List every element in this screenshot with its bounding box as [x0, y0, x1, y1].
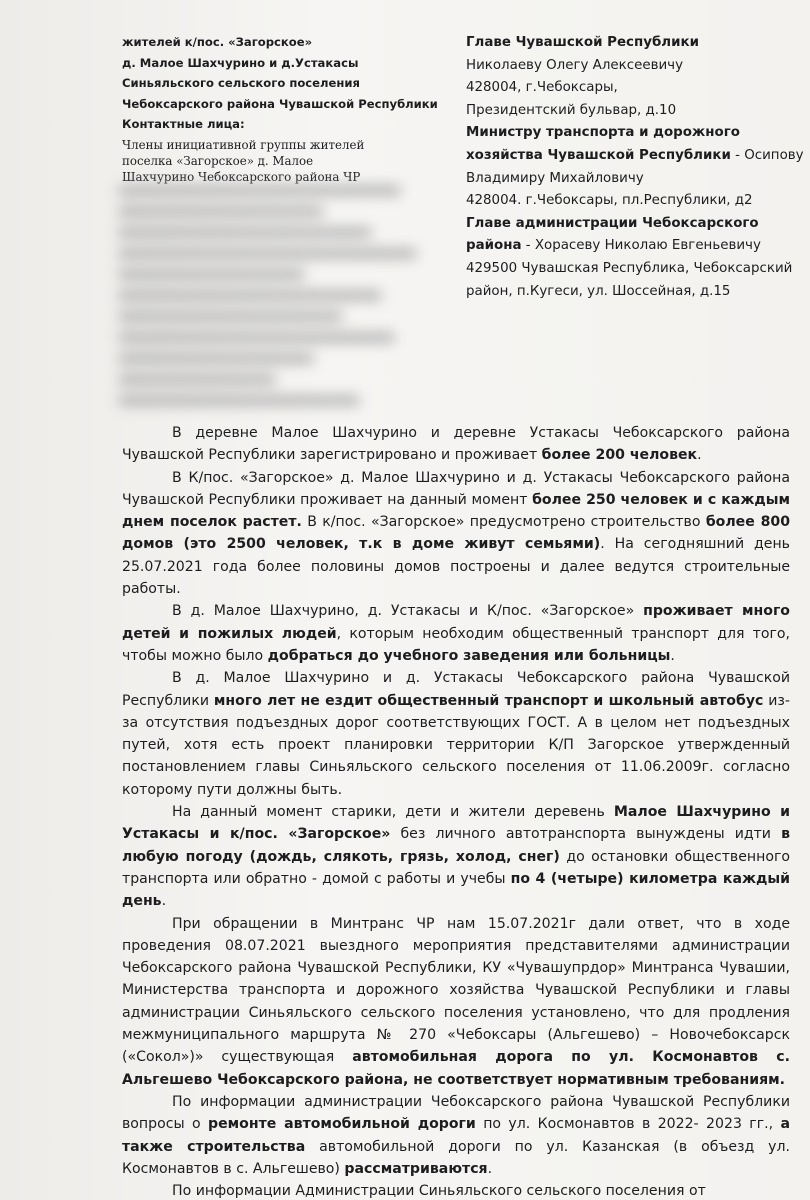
p2-text-a: В К/пос. «Загорское» д. Малое Шахчурино и д. Устакасы Чебоксарского района Чувашской Республики проживает на данный момент: [122, 469, 790, 508]
recipient-2-address: 428004. г.Чебоксары, пл.Республики, д2: [466, 193, 753, 209]
p2-bold-d: более 800 домов (это 2500 человек, т.к в доме живут семьями): [122, 514, 790, 553]
p6-bold-b: автомобильная дорога по ул. Космонавтов с. Альгешево Чебоксарского района, не соответствует нормативным требованиям.: [122, 1049, 790, 1088]
p8-text-a: По информации Администрации Синьяльского сельского поселения от: [172, 1183, 706, 1200]
recipient-2-name: Владимиру Михайловичу: [466, 170, 644, 186]
p1-text: В деревне Малое Шахчурино и деревне Устакасы Чебоксарского района Чувашской Республики зарегистрировано и проживает: [122, 425, 790, 464]
recipients-block: [466, 32, 806, 303]
p7-bold-d: а также строительства: [122, 1116, 790, 1155]
p5-text-c: без личного автотранспорта вынуждены идти: [390, 826, 782, 843]
p7-text-c: по ул. Космонавтов в 2022- 2023 гг.,: [475, 1116, 781, 1133]
sender-line-4: Чебоксарского района Чувашской Республики: [122, 96, 438, 111]
paragraph-4: [122, 667, 790, 801]
recipient-3-title-2: района: [466, 238, 522, 254]
p2-text-e: . На сегодняшний день 25.07.2021 года более половины домов построены и далее ведутся строительные работы.: [122, 536, 790, 598]
recipient-3-address-1: 429500 Чувашская Республика, Чебоксарский: [466, 260, 793, 276]
p7-bold-f: рассматриваются: [344, 1160, 488, 1177]
recipient-2-title-2: хозяйства Чувашской Республики: [466, 147, 731, 163]
recipient-2-surname: - Осипову: [730, 147, 804, 163]
contacts-text: Члены инициативной группы жителей поселка «Загорское» д. Малое Шахчурино Чебоксарского района ЧР: [122, 137, 365, 184]
recipient-3-surname: - Хорасеву Николаю Евгеньевичу: [521, 238, 761, 254]
recipient-3-title-1: Главе администрации Чебоксарского: [466, 215, 759, 231]
sender-block: [122, 32, 452, 185]
recipient-1-name: Николаеву Олегу Алексеевичу: [466, 57, 683, 73]
p7-bold-b: ремонте автомобильной дороги: [208, 1116, 476, 1133]
p3-text-e: .: [670, 647, 675, 664]
paragraph-6: [122, 913, 790, 1091]
sender-line-2: д. Малое Шахчурино и д.Устакасы: [122, 55, 359, 70]
p4-bold-b: много лет не ездит общественный транспорт и школьный автобус: [213, 692, 764, 709]
letter-body: [122, 422, 790, 1200]
redacted-contacts: [118, 186, 440, 372]
sender-line-3: Синьяльского сельского поселения: [122, 76, 360, 90]
paragraph-2: [122, 467, 790, 601]
p7-text-e: автомобильной дороги по ул. Казанская (в объезд ул. Космонавтов в с. Альгешево): [122, 1138, 790, 1177]
sender-line-1: жителей к/пос. «Загорское»: [122, 35, 313, 49]
p5-bold-d: в любую погоду (дождь, слякоть, грязь, холод, снег): [122, 826, 790, 865]
p7-text-a: По информации администрации Чебоксарского района Чувашской Республики вопросы о: [122, 1093, 790, 1133]
recipient-2-title-1: Министру транспорта и дорожного: [466, 125, 740, 141]
contacts-label: Контактные лица:: [122, 117, 245, 131]
p7-text-g: .: [487, 1160, 493, 1177]
p3-bold-b: проживает много детей и пожилых людей: [122, 603, 790, 642]
paragraph-8: [122, 1180, 790, 1200]
p2-bold-b: более 250 человек и с каждым днем поселок растет.: [122, 491, 790, 531]
recipient-1-city: 428004, г.Чебоксары,: [466, 80, 618, 96]
p5-text-g: .: [161, 893, 167, 910]
recipient-1-street: Президентский бульвар, д.10: [466, 102, 677, 118]
p3-bold-d: добраться до учебного заведения или больницы: [267, 647, 671, 664]
p5-text-a: На данный момент старики, дети и жители деревень: [172, 804, 614, 821]
p5-bold-b: Малое Шахчурино и Устакасы и к/пос. «Загорское»: [122, 804, 791, 843]
p5-text-e: до остановки общественного транспорта или обратно - домой с работы и учебы: [122, 848, 790, 887]
p4-text-c: из-за отсутствия подъездных дорог соответствующих ГОСТ. А в целом нет подъездных путей, хотя есть проект планировки территории К/П Загорское утвержденный постановлением главы Синьяльского сельского поселения от 11.06.2009г. согласно которому пути должны быть.: [122, 692, 790, 798]
p3-text-a: В д. Малое Шахчурино, д. Устакасы и К/пос. «Загорское»: [172, 603, 644, 620]
paragraph-3: [122, 600, 790, 667]
recipient-3-address-2: район, п.Кугеси, ул. Шоссейная, д.15: [466, 283, 731, 299]
p1-end: .: [697, 447, 702, 464]
p3-text-c: , которым необходим общественный транспорт для того, чтобы можно было: [122, 625, 790, 664]
p2-text-c: В к/пос. «Загорское» предусмотрено строительство: [301, 514, 706, 531]
p4-text-a: В д. Малое Шахчурино и д. Устакасы Чебоксарского района Чувашской Республики: [122, 670, 790, 709]
recipient-1-title: Главе Чувашской Республики: [466, 35, 699, 50]
paragraph-5: [122, 801, 790, 912]
p6-text-a: При обращении в Минтранс ЧР нам 15.07.2021г дали ответ, что в ходе проведения 08.07.2021 выездного мероприятия представителями администрации Чебоксарского района Чувашской Республики, КУ «Чувашупрдор» Минтранса Чувашии, Министерства транспорта и дорожного хозяйства Чувашской Республики и главы администрации Синьяльского сельского поселения установлено, что для продления межмуниципального маршрута № 270 «Чебоксары (Альгешево) – Новочебоксарск («Сокол»)» существующая: [122, 915, 790, 1066]
paragraph-1: [122, 422, 790, 467]
paragraph-7: [122, 1091, 790, 1180]
p1-bold: более 200 человек: [541, 447, 698, 464]
p5-bold-f: по 4 (четыре) километра каждый день: [122, 870, 790, 910]
